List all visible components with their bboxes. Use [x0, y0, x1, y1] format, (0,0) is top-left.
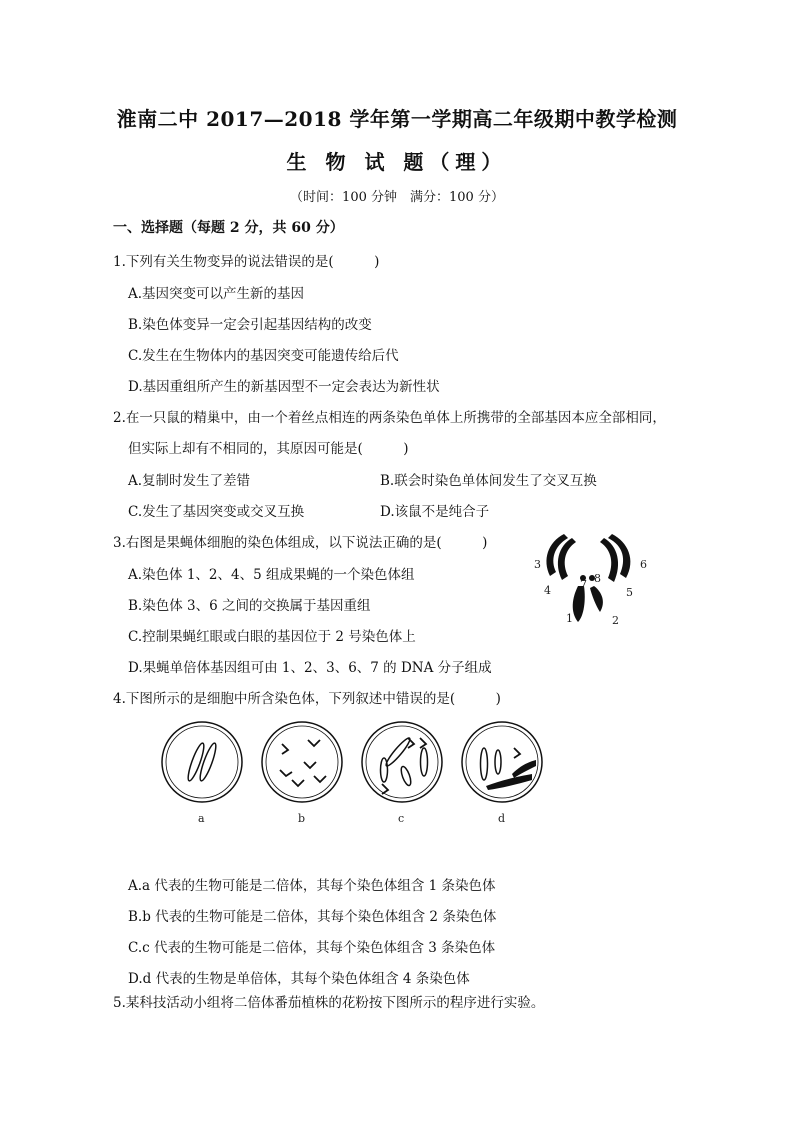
- question-3-stem: 3.右图是果蝇体细胞的染色体组成，以下说法正确的是( ): [113, 535, 488, 551]
- question-1-option-d: D.基因重组所产生的新基因型不一定会表达为新性状: [128, 379, 440, 395]
- question-2-option-b: B.联会时染色单体间发生了交叉互换: [380, 473, 597, 489]
- cell-label-c: c: [398, 812, 405, 825]
- question-4-option-d: D.d 代表的生物是单倍体，其每个染色体组含 4 条染色体: [128, 971, 470, 987]
- question-2-option-a: A.复制时发生了差错: [128, 473, 251, 489]
- cell-label-b: b: [298, 812, 306, 825]
- cell-a: [162, 722, 242, 825]
- question-5-stem: 5.某科技活动小组将二倍体番茄植株的花粉按下图所示的程序进行实验。: [113, 995, 545, 1011]
- figure-label-5: 5: [626, 586, 633, 599]
- question-3-option-c: C.控制果蝇红眼或白眼的基因位于 2 号染色体上: [128, 629, 416, 645]
- question-2-stem: 2.在一只鼠的精巢中，由一个着丝点相连的两条染色单体上所携带的全部基因本应全部相同，: [113, 410, 666, 426]
- question-1-option-a: A.基因突变可以产生新的基因: [128, 286, 305, 302]
- fruit-fly-karyotype-figure: [528, 526, 652, 630]
- section-heading: 一、选择题（每题 2 分，共 60 分）: [113, 220, 344, 236]
- question-2-stem-continued: 但实际上却有不相同的，其原因可能是( ): [128, 441, 409, 457]
- cell-d: [462, 722, 542, 825]
- question-1-option-c: C.发生在生物体内的基因突变可能遗传给后代: [128, 348, 399, 364]
- cell-label-a: a: [198, 812, 205, 825]
- question-1-stem: 1.下列有关生物变异的说法错误的是( ): [113, 254, 380, 270]
- cell-label-d: d: [498, 812, 506, 825]
- figure-label-8: 8: [594, 572, 601, 585]
- question-4-stem: 4.下图所示的是细胞中所含染色体，下列叙述中错误的是( ): [113, 691, 501, 707]
- question-2-option-c: C.发生了基因突变或交叉互换: [128, 504, 305, 520]
- cell-chromosome-figure: [158, 718, 550, 826]
- question-4-option-c: C.c 代表的生物可能是二倍体，其每个染色体组含 3 条染色体: [128, 940, 496, 956]
- question-3-option-d: D.果蝇单倍体基因组可由 1、2、3、6、7 的 DNA 分子组成: [128, 660, 492, 676]
- question-4-option-b: B.b 代表的生物可能是二倍体，其每个染色体组含 2 条染色体: [128, 909, 497, 925]
- figure-label-4: 4: [544, 584, 551, 597]
- exam-subtitle: 生 物 试 题（理）: [286, 150, 508, 174]
- figure-label-1: 1: [566, 612, 573, 625]
- figure-label-3: 3: [534, 558, 541, 571]
- question-2-option-d: D.该鼠不是纯合子: [380, 504, 490, 520]
- figure-label-2: 2: [612, 614, 619, 627]
- exam-time-info: （时间：100 分钟 满分：100 分）: [290, 190, 504, 205]
- figure-label-7: 7: [580, 578, 587, 591]
- question-4-option-a: A.a 代表的生物可能是二倍体，其每个染色体组含 1 条染色体: [128, 878, 496, 894]
- exam-title: 淮南二中 2017—2018 学年第一学期高二年级期中教学检测: [116, 107, 678, 131]
- question-3-option-a: A.染色体 1、2、4、5 组成果蝇的一个染色体组: [128, 567, 415, 583]
- question-3-option-b: B.染色体 3、6 之间的交换属于基因重组: [128, 598, 371, 614]
- cell-b: [262, 722, 342, 825]
- question-1-option-b: B.染色体变异一定会引起基因结构的改变: [128, 317, 372, 333]
- figure-label-6: 6: [640, 558, 647, 571]
- cell-c: [362, 722, 442, 825]
